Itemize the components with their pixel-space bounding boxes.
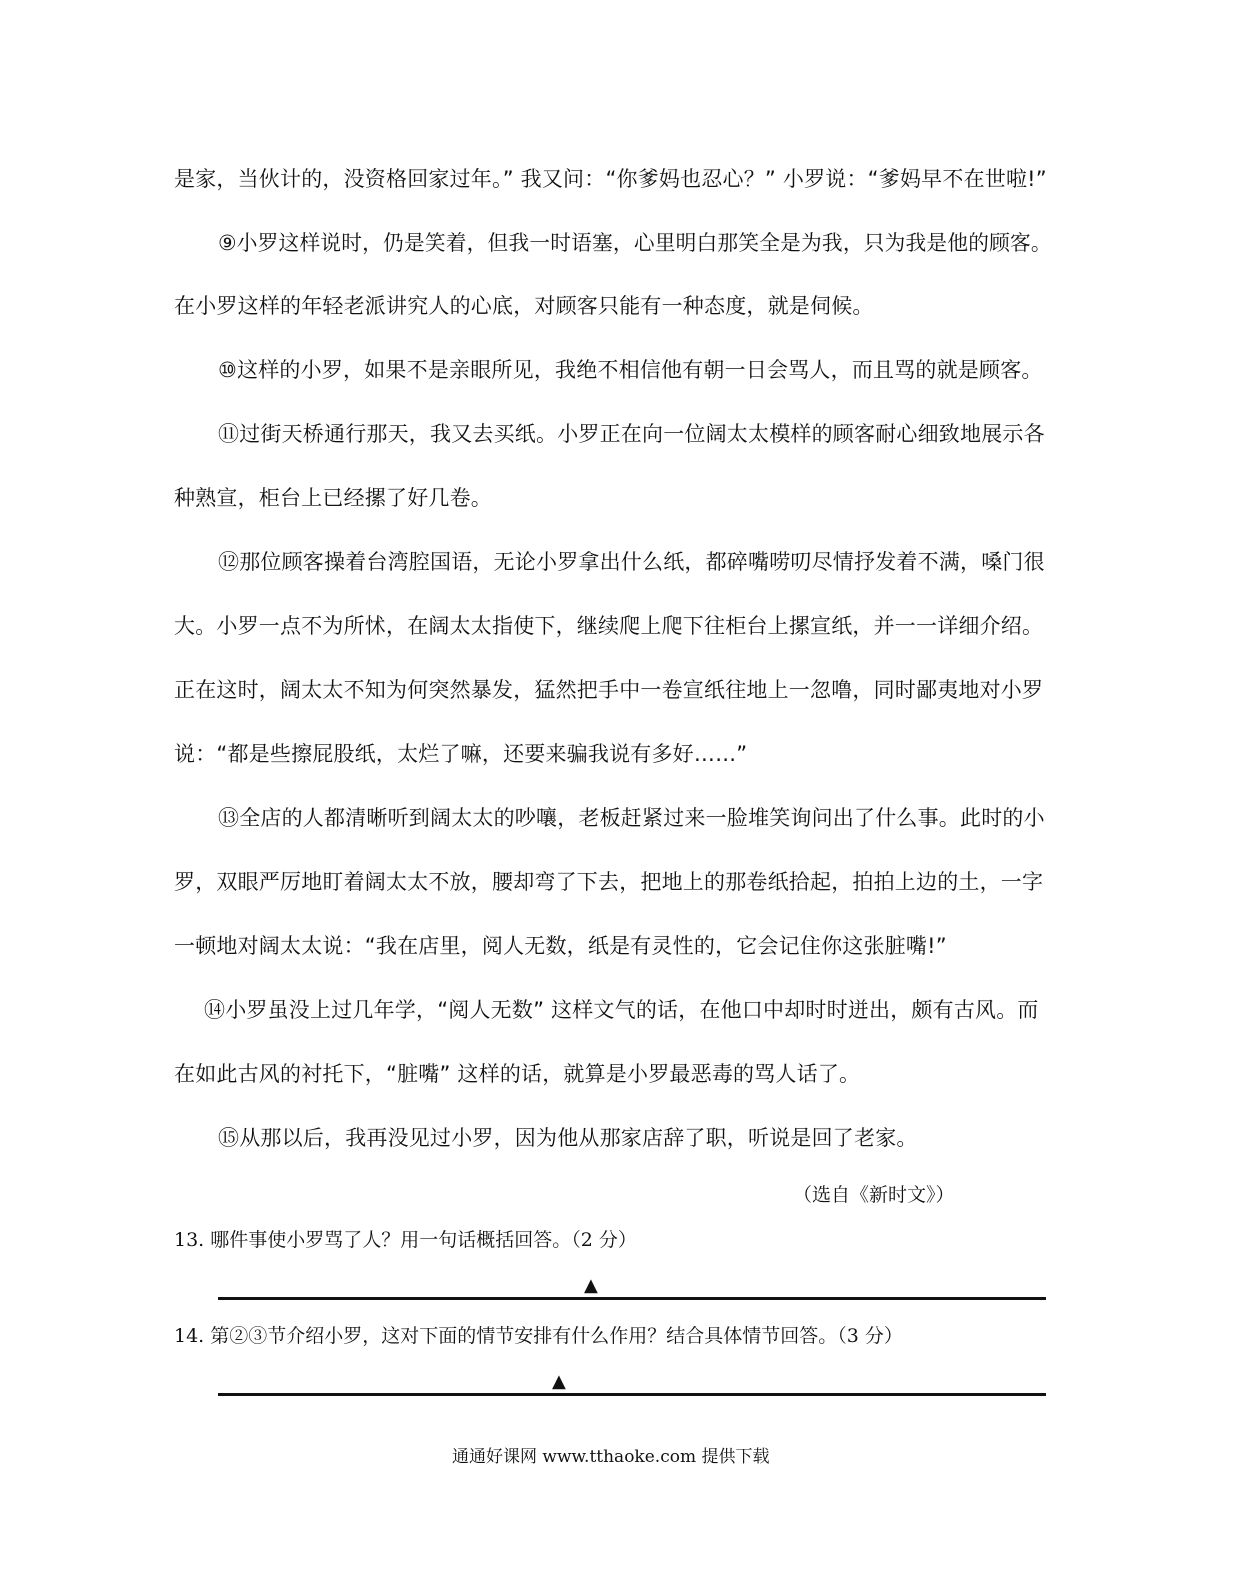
answer-marker-triangle-icon: ▲ [584, 1275, 598, 1296]
question-13: 13. 哪件事使小罗骂了人？用一句话概括回答。（2 分） [174, 1229, 637, 1251]
answer-line-14[interactable] [218, 1393, 1046, 1396]
paragraph-line: ⑪过街天桥通行那天，我又去买纸。小罗正在向一位阔太太模样的顾客耐心细致地展示各 [218, 422, 1045, 446]
paragraph-line: 种熟宣，柜台上已经摞了好几卷。 [174, 486, 492, 510]
paragraph-line: 罗，双眼严厉地盯着阔太太不放，腰却弯了下去，把地上的那卷纸拾起，拍拍上边的土，一字 [174, 870, 1044, 894]
answer-line-13[interactable] [218, 1297, 1046, 1300]
paragraph-line: 在小罗这样的年轻老派讲究人的心底，对顾客只能有一种态度，就是伺候。 [174, 294, 874, 318]
paragraph-line: 是家，当伙计的，没资格回家过年。” 我又问：“你爹妈也忍心？” 小罗说：“爹妈早不在世啦!” [174, 167, 1047, 191]
paragraph-line: 正在这时，阔太太不知为何突然暴发，猛然把手中一卷宣纸往地上一忽噜，同时鄙夷地对小罗 [174, 678, 1044, 702]
paragraph-line: ⑫那位顾客操着台湾腔国语，无论小罗拿出什么纸，都碎嘴唠叨尽情抒发着不满，嗓门很 [218, 550, 1045, 574]
paragraph-line: 一顿地对阔太太说：“我在店里，阅人无数，纸是有灵性的，它会记住你这张脏嘴!” [174, 934, 947, 958]
paragraph-line: ⑩这样的小罗，如果不是亲眼所见，我绝不相信他有朝一日会骂人，而且骂的就是顾客。 [218, 358, 1043, 382]
paragraph-line: ⑭小罗虽没上过几年学，“阅人无数” 这样文气的话，在他口中却时时迸出，颇有古风。而 [204, 998, 1039, 1022]
paragraph-line: 大。小罗一点不为所怵，在阔太太指使下，继续爬上爬下往柜台上摞宣纸，并一一详细介绍。 [174, 614, 1044, 638]
paragraph-line: ⑨小罗这样说时，仍是笑着，但我一时语塞，心里明白那笑全是为我，只为我是他的顾客。 [218, 231, 1052, 255]
question-14: 14. 第②③节介绍小罗，这对下面的情节安排有什么作用？结合具体情节回答。（3 分） [174, 1325, 903, 1347]
paragraph-line: ⑮从那以后，我再没见过小罗，因为他从那家店辞了职，听说是回了老家。 [218, 1126, 918, 1150]
paragraph-line: 说：“都是些擦屁股纸，太烂了嘛，还要来骗我说有多好……” [174, 742, 748, 766]
paragraph-line: ⑬全店的人都清晰听到阔太太的吵嚷，老板赶紧过来一脸堆笑询问出了什么事。此时的小 [218, 806, 1045, 830]
page-footer: 通通好课网 www.tthaoke.com 提供下载 [452, 1447, 770, 1467]
answer-marker-triangle-icon: ▲ [552, 1371, 566, 1392]
paragraph-line: 在如此古风的衬托下，“脏嘴” 这样的话，就算是小罗最恶毒的骂人话了。 [174, 1062, 861, 1086]
source-citation: （选自《新时文》） [793, 1184, 955, 1206]
